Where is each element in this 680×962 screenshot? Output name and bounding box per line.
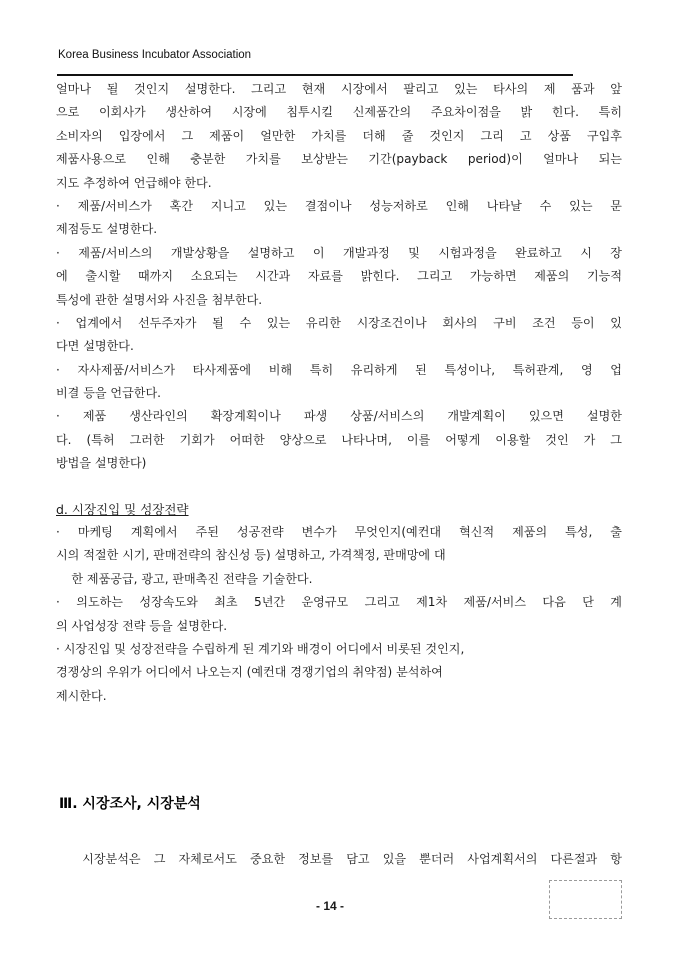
- text-line: 의 사업성장 전략 등을 설명한다.: [56, 618, 228, 633]
- text-line: · 자사제품/서비스가 타사제품에 비해 특히 유리하게 된 특성이나, 특허관계, 영 업: [56, 362, 622, 377]
- text-line: 제품사용으로 인해 충분한 가치를 보상받는 기간(payback period)이 얼마나 되는: [56, 152, 622, 167]
- text-line: · 제품/서비스의 개발상황을 설명하고 이 개발과정 및 시험과정을 완료하고 시 장: [56, 245, 622, 260]
- text-line: · 제품/서비스가 혹간 지니고 있는 결점이나 성능저하로 인해 나타날 수 있는 문: [56, 198, 622, 213]
- text-line: 특성에 관한 설명서와 사진을 첨부한다.: [56, 292, 263, 307]
- text-line: 소비자의 입장에서 그 제품이 얼만한 가치를 더해 줄 것인지 그리 고 상품 구입후: [56, 128, 622, 143]
- text-line: · 업계에서 선두주자가 될 수 있는 유리한 시장조건이나 회사의 구비 조건 등이 있: [56, 315, 622, 330]
- bullet-item: [56, 405, 622, 475]
- bullet-item: [56, 195, 622, 242]
- text-line: 시의 적절한 시기, 판매전략의 참신성 등) 설명하고, 가격책정, 판매망에 대: [56, 548, 446, 563]
- bullet-item: [56, 359, 622, 406]
- text-line: · 시장진입 및 성장전략을 수립하게 된 계기와 배경이 어디에서 비롯된 것인지,: [56, 641, 465, 656]
- spacer: [56, 476, 622, 496]
- bullet-item: [56, 638, 622, 708]
- header-title: Korea Business Incubator Association: [58, 49, 252, 61]
- text-line: 얼마나 될 것인지 설명한다. 그리고 현재 시장에서 팔리고 있는 타사의 제 품과 앞: [56, 82, 622, 96]
- bullet-item: [56, 591, 622, 638]
- bullet-item: [56, 312, 622, 359]
- text-line: 다. (특허 그러한 기회가 어떠한 양상으로 나타나며, 이를 어떻게 이용할 것인 가 그: [56, 432, 622, 447]
- text-line: 한 제품공급, 광고, 판매촉진 전략을 기술한다.: [56, 571, 313, 586]
- bullet-item: [56, 521, 622, 591]
- page-number: - 14 -: [316, 899, 345, 913]
- text-line: 다면 설명한다.: [56, 339, 134, 354]
- bullet-item: [56, 242, 622, 312]
- body-text: [56, 78, 622, 708]
- chapter-title: Ⅲ. 시장조사, 시장분석: [59, 796, 201, 812]
- stamp-box: [549, 880, 622, 919]
- text-line: · 제품 생산라인의 확장계획이나 파생 상품/서비스의 개발계획이 있으면 설명한: [56, 409, 622, 424]
- header-rule: [57, 74, 573, 76]
- intro-paragraph: 시장분석은 그 자체로서도 중요한 정보를 담고 있을 뿐더러 사업계획서의 다른절과 항: [56, 852, 622, 866]
- text-line: 비결 등을 언급한다.: [56, 386, 161, 401]
- text-line: 경쟁상의 우위가 어디에서 나오는지 (예컨대 경쟁기업의 취약점) 분석하여: [56, 665, 443, 680]
- text-line: · 의도하는 성장속도와 최초 5년간 운영규모 그리고 제1차 제품/서비스 다음 단 계: [56, 595, 622, 610]
- paragraph-continuation: [56, 78, 622, 195]
- text-line: 제시한다.: [56, 688, 107, 703]
- text-line: · 마케팅 계획에서 주된 성공전략 변수가 무엇인지(예컨대 혁신적 제품의 특성, 출: [56, 525, 622, 540]
- text-line: 제점등도 설명한다.: [56, 222, 158, 237]
- section-heading: d. 시장진입 및 성장전략: [56, 501, 189, 517]
- text-line: 으로 이회사가 생산하여 시장에 침투시킬 신제품간의 주요차이점을 밝 힌다. 특히: [56, 105, 622, 120]
- text-line: 방법을 설명한다): [56, 456, 147, 471]
- text-line: 지도 추정하여 언급해야 한다.: [56, 175, 212, 190]
- text-line: 에 출시할 때까지 소요되는 시간과 자료를 밝힌다. 그리고 가능하면 제품의 기능적: [56, 269, 622, 284]
